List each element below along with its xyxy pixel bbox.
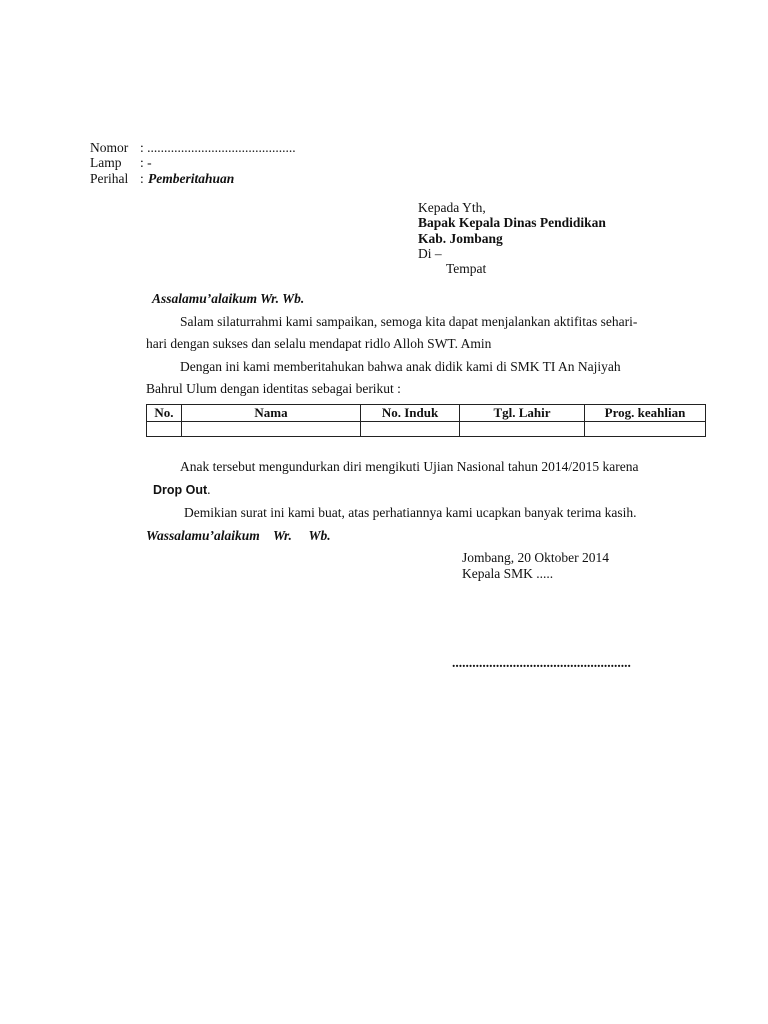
drop-out-text: Drop Out [153,483,208,497]
lamp-label: Lamp [90,155,122,170]
para1-line2: hari dengan sukses dan selalu mendapat ridlo Alloh SWT. Amin [146,336,492,351]
recipient-di: Di – [418,246,442,261]
signature-title: Kepala SMK ..... [462,566,554,581]
perihal-colon: : [140,171,144,186]
recipient-place: Tempat [446,261,487,276]
col-prog-keahlian: Prog. keahlian [585,405,706,422]
table-cell [147,422,182,437]
recipient-name: Bapak Kepala Dinas Pendidikan [418,215,606,230]
table-row [147,422,706,437]
col-tgl-lahir: Tgl. Lahir [460,405,585,422]
recipient-greeting: Kepada Yth, [418,200,486,215]
para3-line2 [153,482,211,498]
salutation: Assalamu’alaikum Wr. Wb. [152,291,305,306]
table-cell [585,422,706,437]
nomor-label: Nomor [90,140,129,155]
table-header-row [147,405,706,422]
nomor-value: : ............................................ [140,140,296,155]
perihal-label: Perihal [90,171,129,186]
table-cell [182,422,361,437]
para4: Demikian surat ini kami buat, atas perhatiannya kami ucapkan banyak terima kasih. [184,505,637,520]
col-no: No. [147,405,182,422]
signature-place-date: Jombang, 20 Oktober 2014 [462,550,609,565]
para3-end: . [207,482,211,497]
closing-greeting: Wassalamu’alaikum Wr. Wb. [146,528,331,543]
col-no-induk: No. Induk [361,405,460,422]
col-nama: Nama [182,405,361,422]
lamp-value: : - [140,155,152,170]
para2-line1: Dengan ini kami memberitahukan bahwa anak didik kami di SMK TI An Najiyah [180,359,621,374]
para2-line2: Bahrul Ulum dengan identitas sebagai berikut : [146,381,401,396]
perihal-value: Pemberitahuan [148,171,235,186]
para3-line1: Anak tersebut mengundurkan diri mengikuti Ujian Nasional tahun 2014/2015 karena [180,459,639,474]
para1-line1: Salam silaturrahmi kami sampaikan, semoga kita dapat menjalankan aktifitas sehari- [180,314,638,329]
signature-name-line: ..................................................... [452,655,631,670]
table-cell [361,422,460,437]
table-cell [460,422,585,437]
recipient-region: Kab. Jombang [418,231,503,246]
student-identity-table [146,404,706,437]
